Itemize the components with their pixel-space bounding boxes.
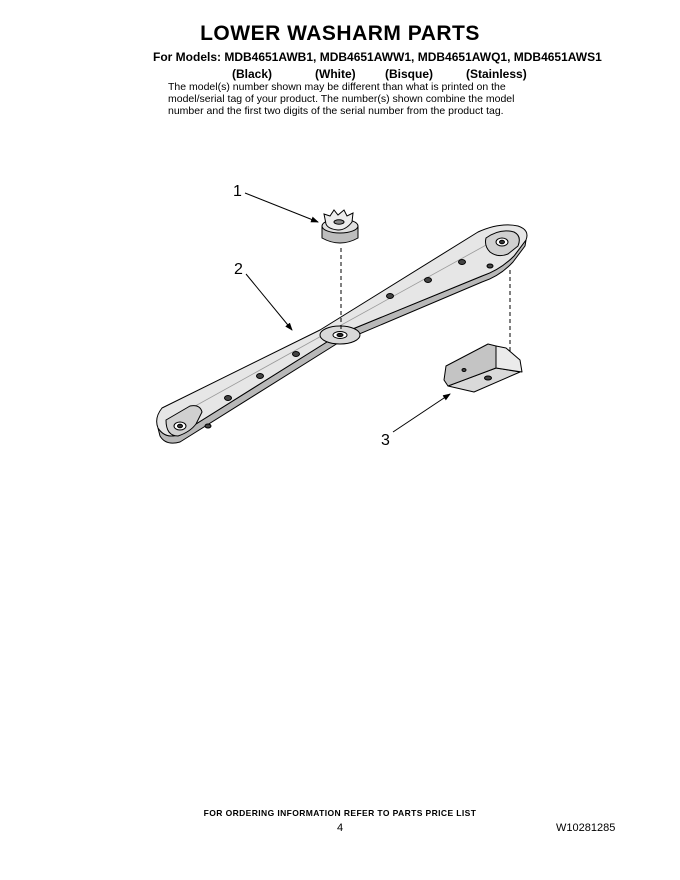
color-label-black: (Black) [232, 67, 273, 81]
document-number: W10281285 [556, 822, 616, 834]
page-title: LOWER WASHARM PARTS [200, 22, 480, 45]
note-line-2: model/serial tag of your product. The number(s) shown combine the model [168, 93, 515, 105]
page-number: 4 [336, 822, 344, 834]
note-line-1: The model(s) number shown may be different than what is printed on the [168, 81, 506, 93]
ordering-info: FOR ORDERING INFORMATION REFER TO PARTS PRICE LIST [203, 808, 477, 818]
note-line-3: number and the first two digits of the serial number from the product tag. [168, 105, 504, 117]
washarm-part [157, 225, 527, 443]
callout-1: 1 [233, 183, 242, 200]
bracket-part [444, 344, 522, 392]
leader-arrow-3 [393, 394, 450, 432]
leader-arrow-1 [245, 193, 318, 222]
callout-2: 2 [234, 261, 243, 278]
color-label-white: (White) [315, 67, 356, 81]
leader-arrow-2 [246, 274, 292, 330]
callout-3: 3 [381, 432, 390, 449]
hub-nut-part [322, 210, 358, 243]
color-label-bisque: (Bisque) [385, 67, 433, 81]
models-line: For Models: MDB4651AWB1, MDB4651AWW1, MDB4651AWQ1, MDB4651AWS1 [153, 50, 602, 64]
color-label-stainless: (Stainless) [466, 67, 527, 81]
